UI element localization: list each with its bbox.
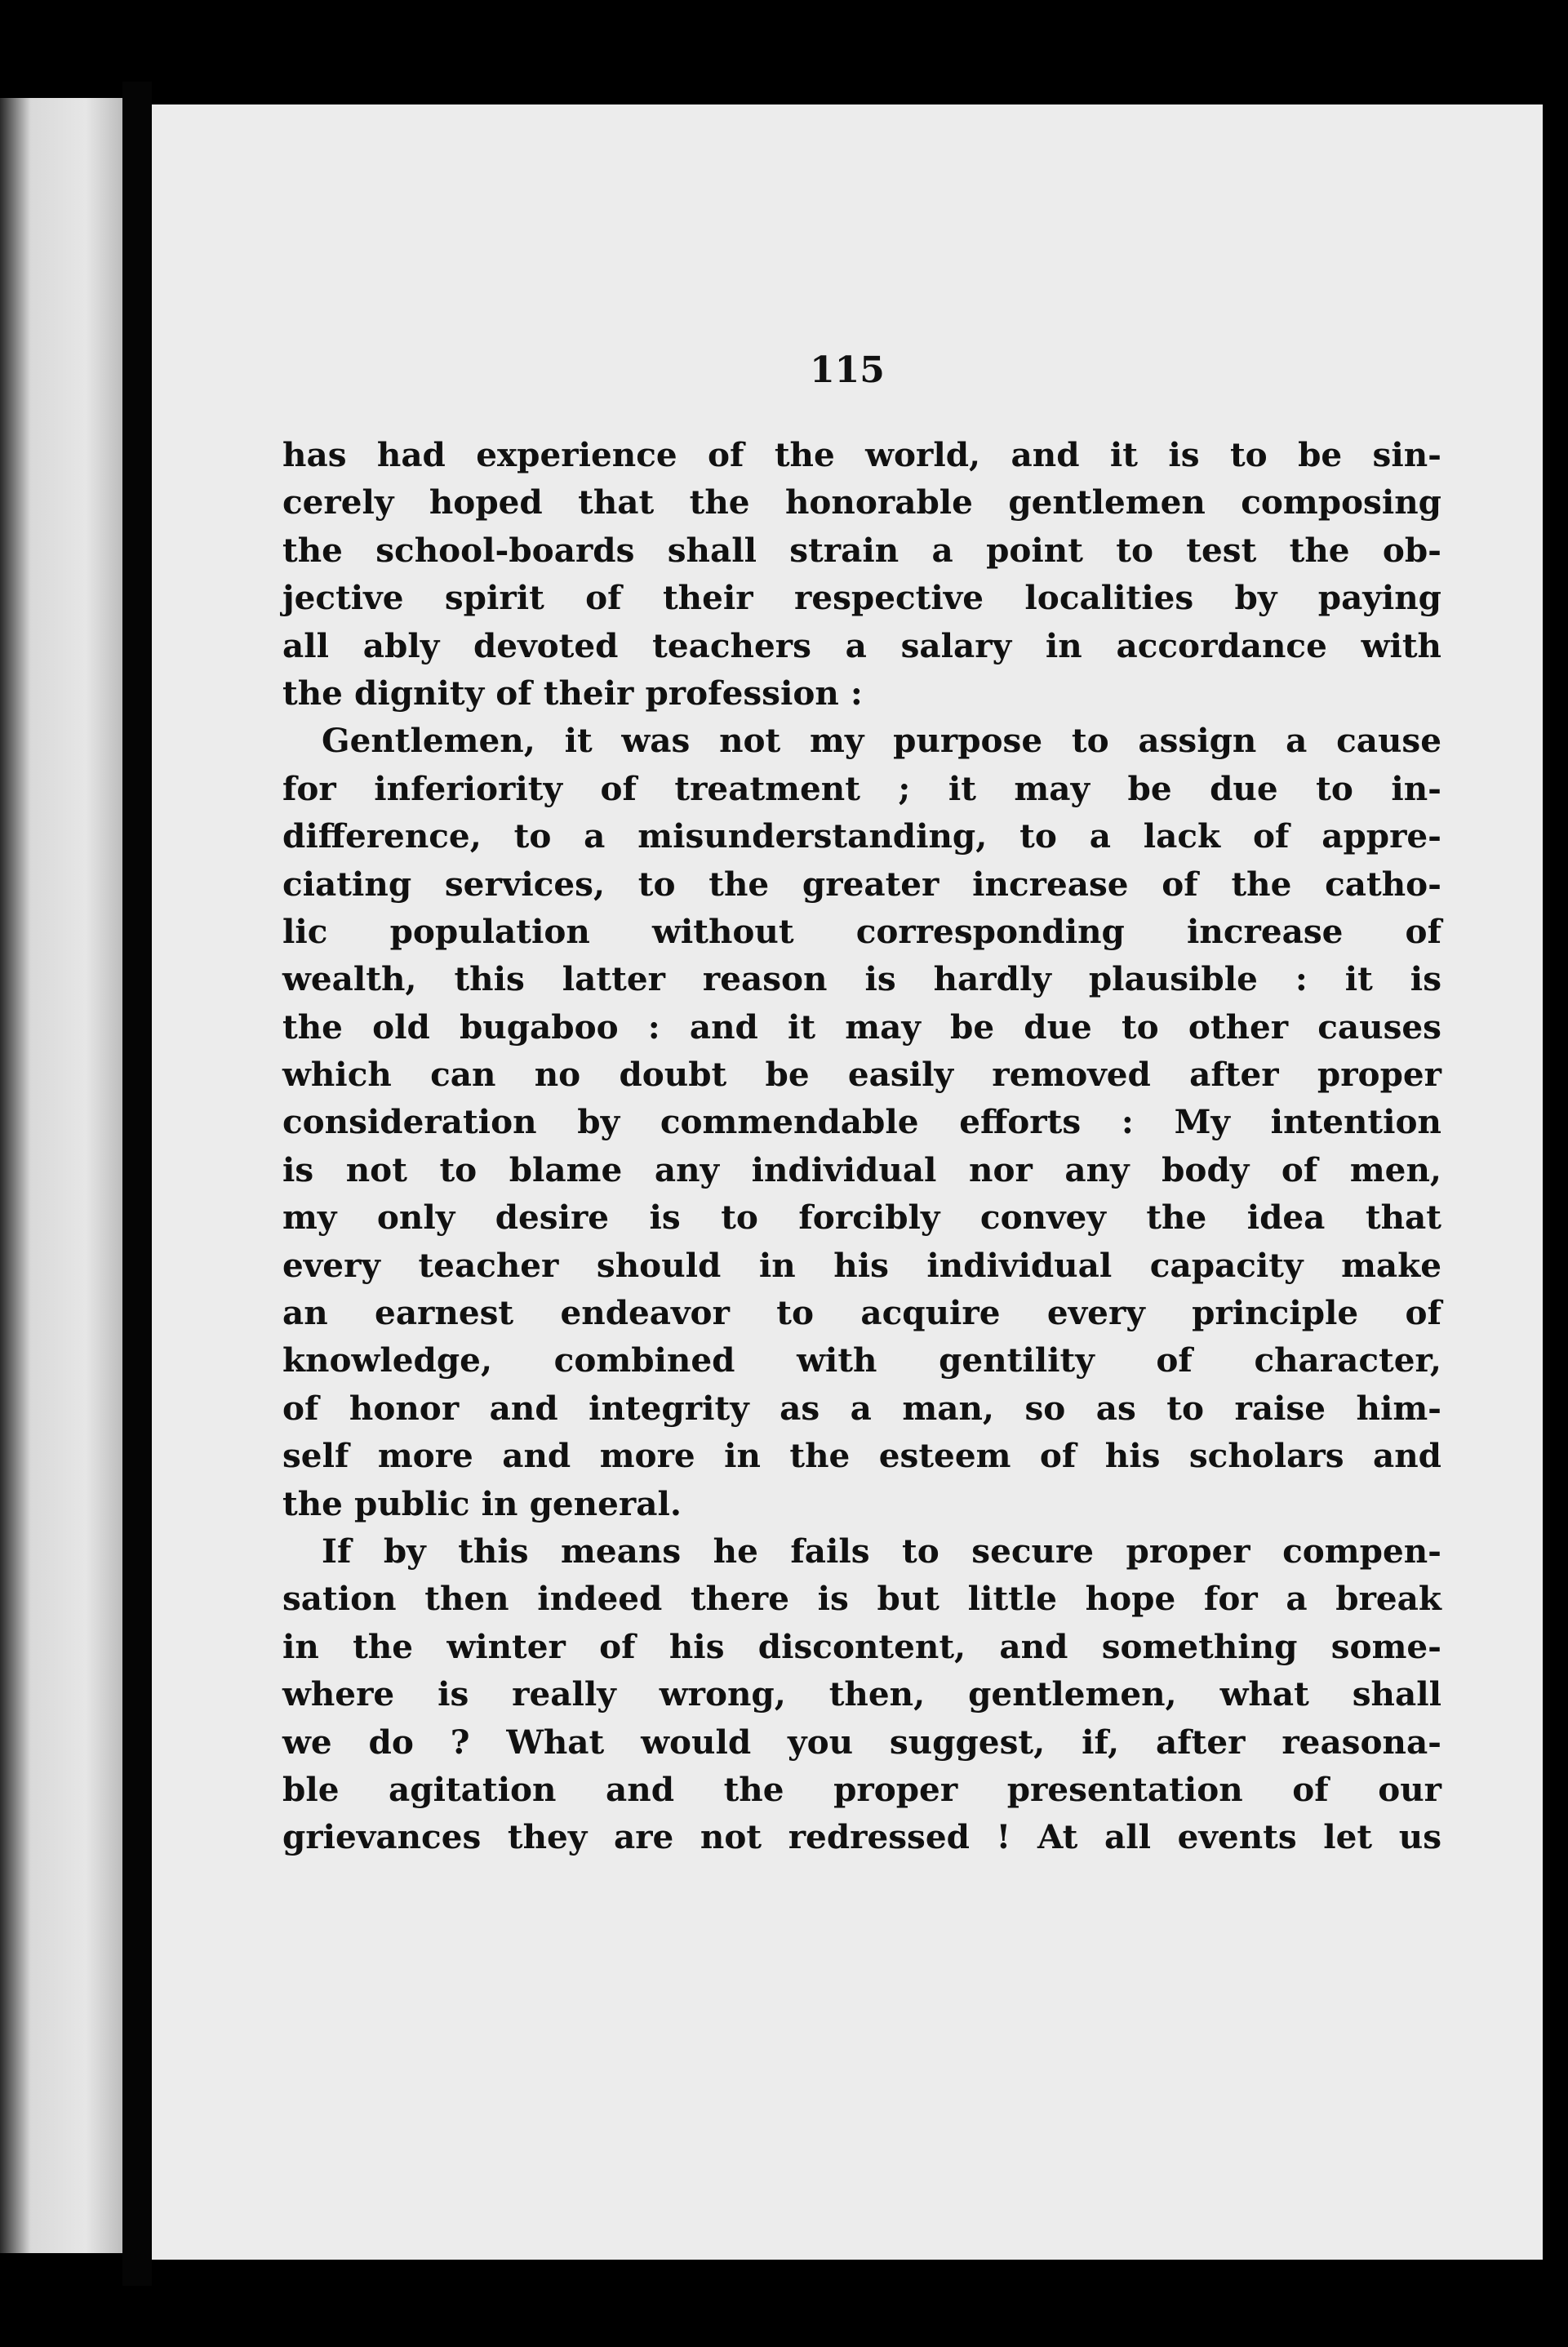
text-line: the dignity of their profession : [282, 673, 863, 713]
text-line: sation then indeed there is but little hope for a break [282, 1579, 1441, 1619]
text-line: ciating services, to the greater increase of the catho- [282, 864, 1441, 904]
text-line: which can no doubt be easily removed after proper [282, 1055, 1441, 1095]
text-line: jective spirit of their respective localities by paying [282, 578, 1441, 618]
text-line: for inferiority of treatment ; it may be due to in- [282, 768, 1441, 808]
text-line: difference, to a misunderstanding, to a lack of appre- [282, 816, 1441, 856]
text-line: where is really wrong, then, gentlemen, what shall [282, 1674, 1441, 1714]
text-line: an earnest endeavor to acquire every principle of [282, 1293, 1441, 1333]
text-line: my only desire is to forcibly convey the idea that [282, 1198, 1441, 1238]
facing-page-edge [0, 98, 122, 2253]
text-line: consideration by commendable efforts : My intention [282, 1102, 1441, 1142]
text-line: the public in general. [282, 1483, 682, 1523]
text-line: all ably devoted teachers a salary in accordance with [282, 625, 1441, 665]
text-line: ble agitation and the proper presentation of our [282, 1769, 1441, 1809]
text-line: self more and more in the esteem of his scholars and [282, 1436, 1441, 1476]
text-line: every teacher should in his individual capacity make [282, 1245, 1441, 1285]
text-line: in the winter of his discontent, and something some- [282, 1626, 1441, 1666]
text-line: knowledge, combined with gentility of character, [282, 1340, 1441, 1380]
text-line: cerely hoped that the honorable gentlemen composing [282, 482, 1441, 522]
text-line: of honor and integrity as a man, so as to raise him- [282, 1388, 1441, 1428]
text-line: lic population without corresponding increase of [282, 911, 1441, 951]
page-number: 115 [810, 349, 885, 391]
text-line: the old bugaboo : and it may be due to other causes [282, 1007, 1441, 1047]
text-line: If by this means he fails to secure proper compen- [322, 1531, 1441, 1571]
text-line: the school-boards shall strain a point to test the ob- [282, 530, 1441, 570]
text-line: is not to blame any individual nor any body of men, [282, 1149, 1441, 1189]
text-line: Gentlemen, it was not my purpose to assign a cause [322, 721, 1441, 761]
text-line: wealth, this latter reason is hardly plausible : it is [282, 959, 1441, 999]
text-line: grievances they are not redressed ! At all events let us [282, 1817, 1441, 1857]
body-text [282, 431, 1441, 1861]
text-line: we do ? What would you suggest, if, after reasona- [282, 1722, 1441, 1762]
book-gutter [122, 82, 152, 2286]
book-page [152, 104, 1543, 2260]
text-line: has had experience of the world, and it is to be sin- [282, 435, 1441, 474]
